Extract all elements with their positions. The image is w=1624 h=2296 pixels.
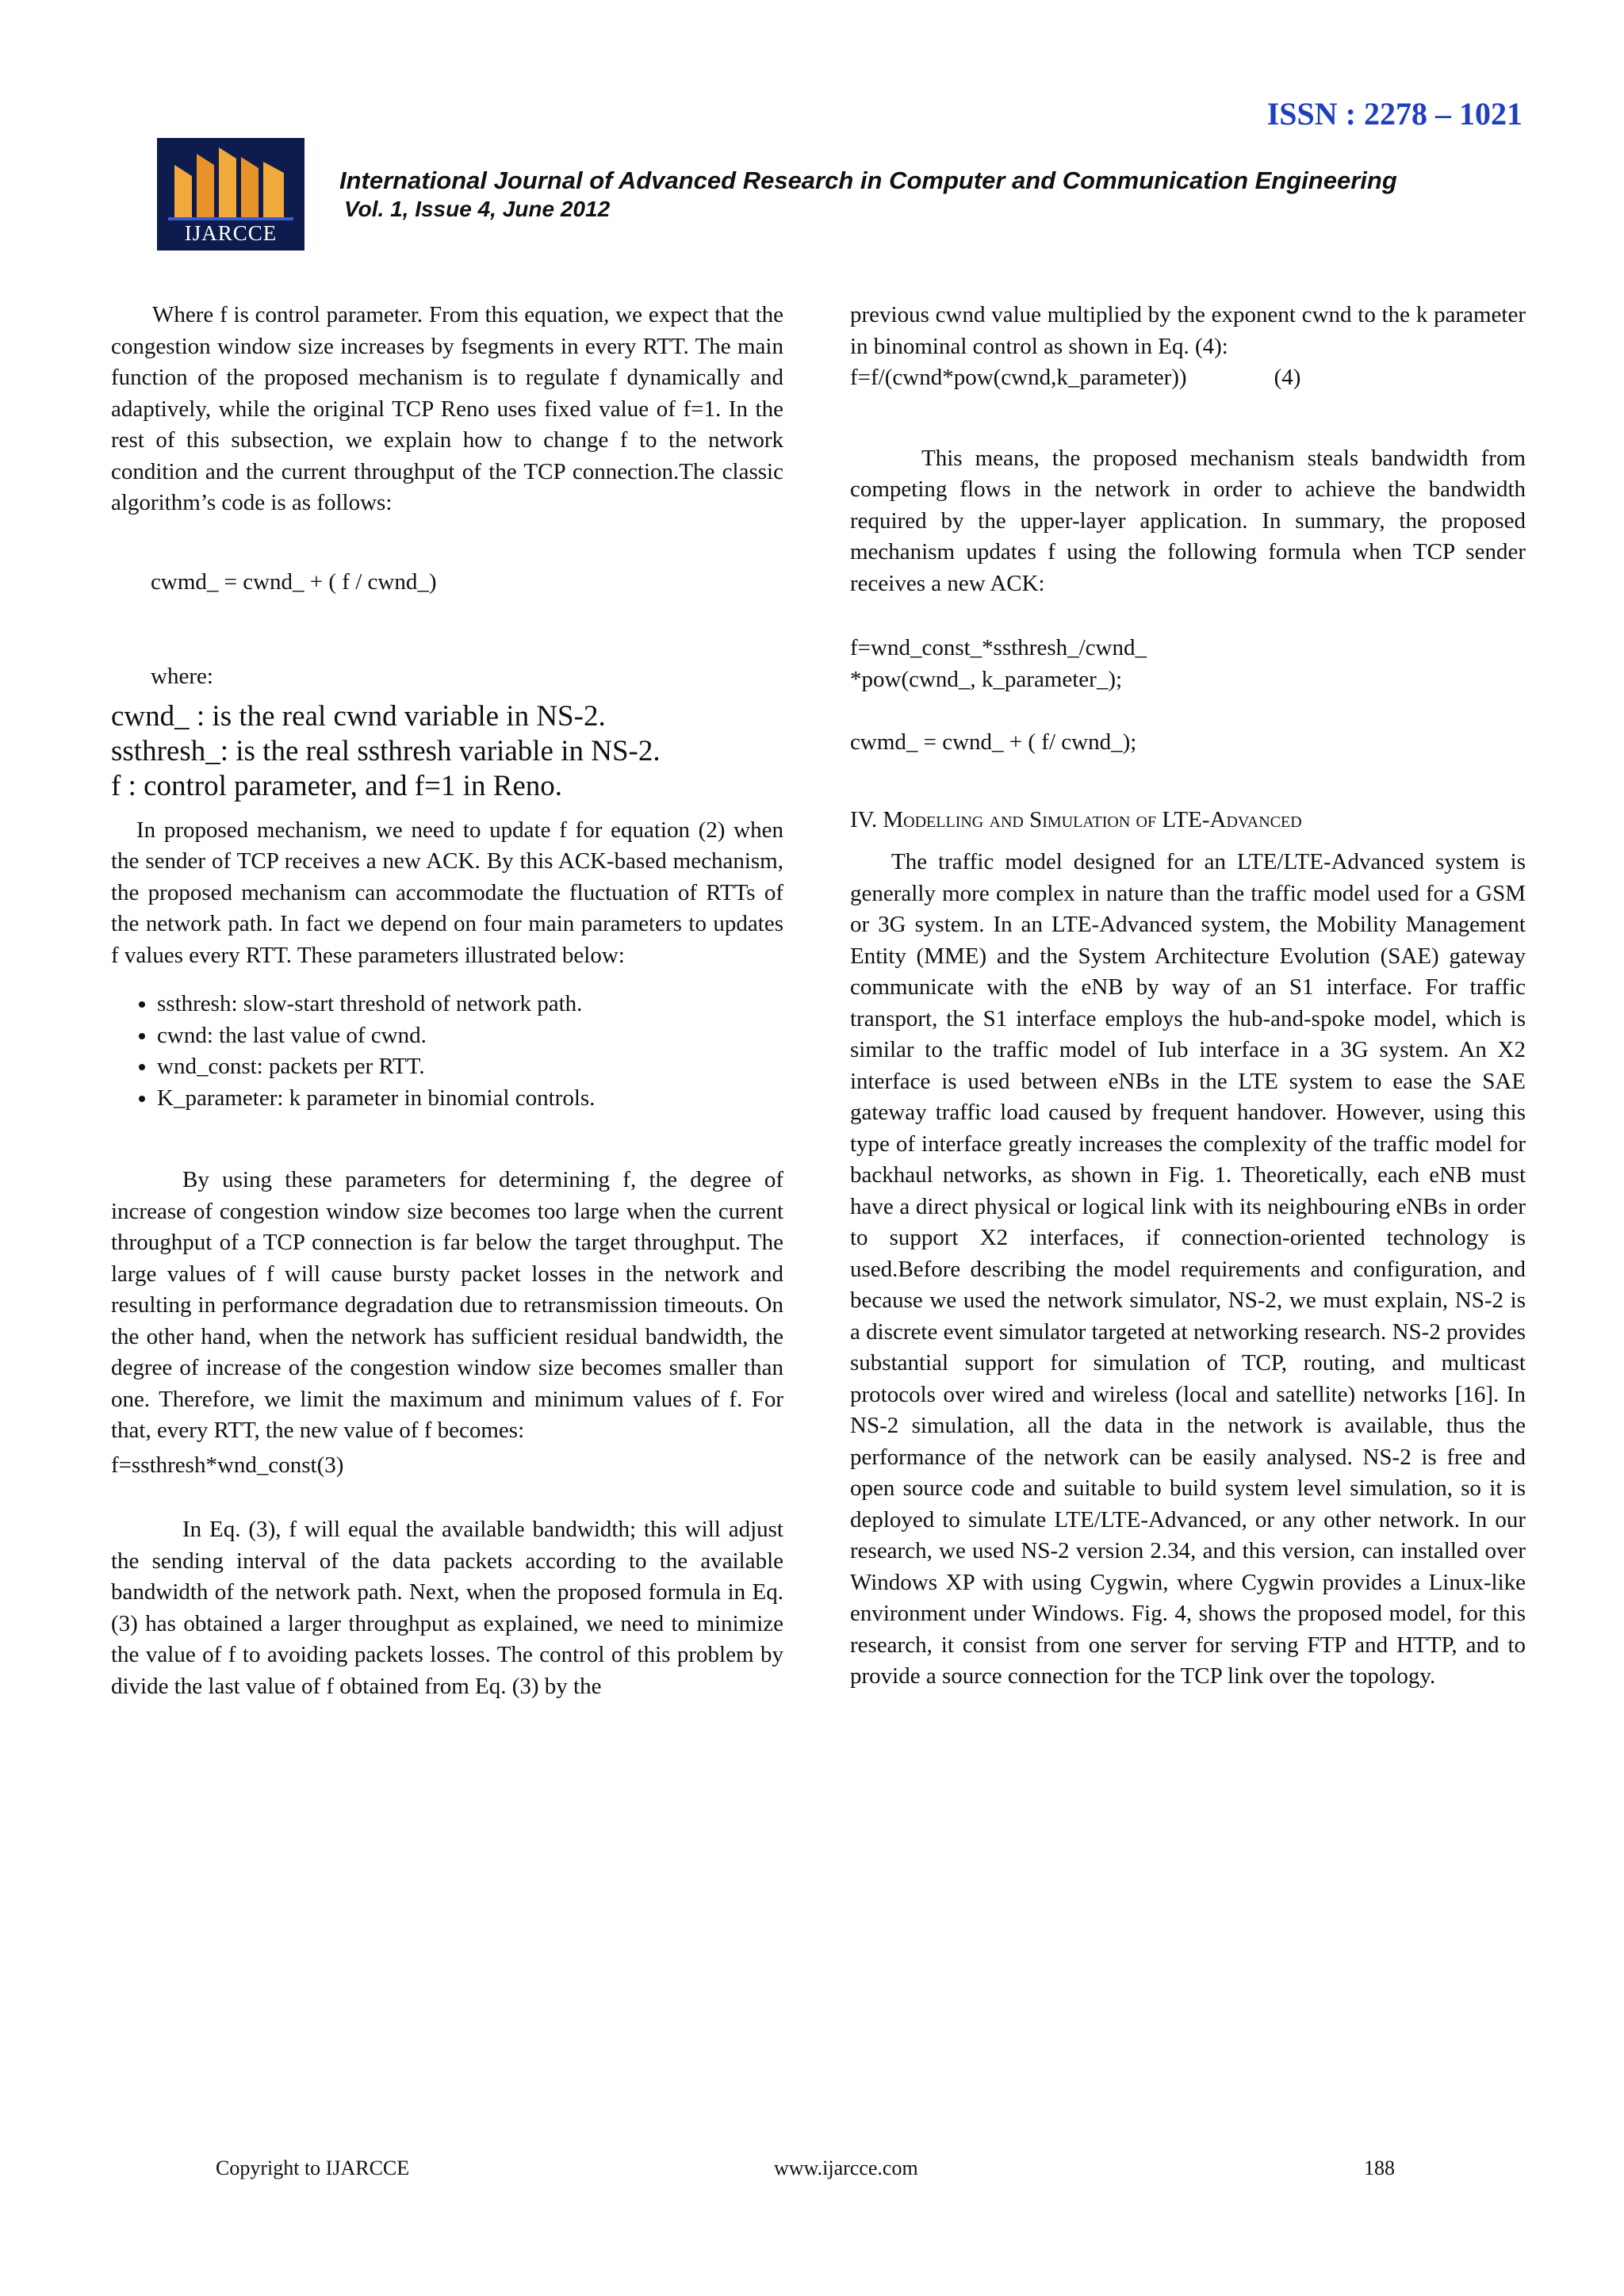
equation-4 <box>850 362 1526 394</box>
update-formula-line-3: cwmd_ = cwnd_ + ( f/ cwnd_); <box>850 729 1137 755</box>
equation-4-number: (4) <box>1274 365 1301 390</box>
left-column <box>111 300 783 1702</box>
right-column <box>850 300 1526 1693</box>
journal-logo <box>157 138 304 251</box>
list-item: • ssthresh: slow-start threshold of network path. <box>157 989 783 1020</box>
footer-copyright: Copyright to IJARCCE <box>216 2156 410 2179</box>
classic-code-line: cwmd_ = cwnd_ + ( f / cwnd_) <box>151 568 437 595</box>
left-paragraph-4: In Eq. (3), f will equal the available bandwidth; this will adjust the sending interval of the data packets according to the available bandwidth of the network path. Next, when the proposed formula in Eq. (3) has obtained a larger throughput as explained, we need to minimize the value of f to avoiding packets losses. The control of this problem by divide the last value of f obtained from Eq. (3) by the <box>111 1517 783 1699</box>
issn-label: ISSN : 2278 – 1021 <box>1266 96 1522 132</box>
logo-text: IJARCCE <box>184 221 278 245</box>
journal-title: International Journal of Advanced Research in Computer and Communication Engineering <box>339 166 1397 194</box>
footer-website[interactable]: www.ijarcce.com <box>774 2156 918 2179</box>
list-item: • cwnd: the last value of cwnd. <box>157 1020 783 1052</box>
equation-4-formula: f=f/(cwnd*pow(cwnd,k_parameter)) <box>850 365 1187 390</box>
update-formula-line-2: *pow(cwnd_, k_parameter_); <box>850 666 1123 692</box>
list-item: • K_parameter: k parameter in binomial controls. <box>157 1083 783 1115</box>
definition-ssthresh: ssthresh_: is the real ssthresh variable in NS-2. <box>111 734 661 767</box>
equation-3: f=ssthresh*wnd_const(3) <box>111 1452 344 1478</box>
journal-volume: Vol. 1, Issue 4, June 2012 <box>344 197 611 221</box>
section-number: IV. <box>850 806 878 832</box>
update-formula-line-1: f=wnd_const_*ssthresh_/cwnd_ <box>850 635 1147 660</box>
right-paragraph-2: This means, the proposed mechanism steals bandwidth from competing flows in the network in order to achieve the bandwidth required by the upper-layer application. In summary, the proposed mechanism updates f using the following formula when TCP sender receives a new ACK: <box>850 445 1526 596</box>
right-paragraph-3: The traffic model designed for an LTE/LTE-Advanced system is generally more complex in nature than the traffic model used for a GSM or 3G system. In an LTE-Advanced system, the Mobility Management Entity (MME) and the System Architecture Evolution (SAE) gateway communicate with the eNB by way of an S1 interface. For traffic transport, the S1 interface employs the hub-and-spoke model, which is similar to the traffic model of Iub interface in a 3G system. An X2 interface is used between eNBs in the LTE system to ease the SAE gateway traffic load caused by frequent handover. However, using this type of interface greatly increases the complexity of the traffic model for backhaul networks, as shown in Fig. 1. Theoretically, each eNB must have a direct physical or logical link with its neighbouring eNBs in order to support X2 interfaces, if connection-oriented technology is used.Before describing the model requirements and configuration, and because we used the network simulator, NS-2, we must explain, NS-2 is a discrete event simulator targeted at networking research. NS-2 provides substantial support for simulation of TCP, routing, and multicast protocols over wired and wireless (local and satellite) networks [16]. In NS-2 simulation, all the data in the network is available, thus the performance of the network can be easily analysed. NS-2 is free and open source code and suitable to build system level simulation, so it is deployed to simulate LTE/LTE-Advanced, or any other network. In our research, we used NS-2 version 2.34, and this version, can installed over Windows XP with using Cygwin, where Cygwin provides a Linux-like environment under Windows. Fig. 4, shows the proposed model, for this research, it consist from one server for serving FTP and HTTP, and to provide a source connection for the TCP link over the topology. <box>850 849 1526 1689</box>
left-paragraph-1: Where f is control parameter. From this equation, we expect that the congestion window size increases by fsegments in every RTT. The main function of the proposed mechanism is to regulate f dynamically and adaptively, while the original TCP Reno uses fixed value of f=1. In the rest of this subsection, we explain how to change f to the network condition and the current throughput of the TCP connection.The classic algorithm’s code is as follows: <box>111 302 783 515</box>
footer-page-number: 188 <box>1364 2156 1395 2179</box>
section-title: Modelling and Simulation of LTE-Advanced <box>883 806 1302 832</box>
left-paragraph-3: By using these parameters for determining f, the degree of increase of congestion window size becomes too large when the current throughput of a TCP connection is far below the target throughput. The large values of f will cause bursty packet losses in the network and resulting in performance degradation due to retransmission timeouts. On the other hand, when the network has sufficient residual bandwidth, the degree of increase of the congestion window size becomes smaller than one. Therefore, we limit the maximum and minimum values of f. For that, every RTT, the new value of f becomes: <box>111 1167 783 1443</box>
definition-f: f : control parameter, and f=1 in Reno. <box>111 769 563 802</box>
right-paragraph-1: previous cwnd value multiplied by the exponent cwnd to the k parameter in binominal control as shown in Eq. (4): <box>850 302 1526 359</box>
left-paragraph-2: In proposed mechanism, we need to update f for equation (2) when the sender of TCP receives a new ACK. By this ACK-based mechanism, the proposed mechanism can accommodate the fluctuation of RTTs of the network path. In fact we depend on four main parameters to updates f values every RTT. These parameters illustrated below: <box>111 817 783 968</box>
list-item: • wnd_const: packets per RTT. <box>157 1051 783 1083</box>
parameter-list <box>111 989 783 1114</box>
definition-cwnd: cwnd_ : is the real cwnd variable in NS-2. <box>111 699 606 733</box>
where-label: where: <box>151 664 213 689</box>
section-heading <box>850 805 1526 836</box>
